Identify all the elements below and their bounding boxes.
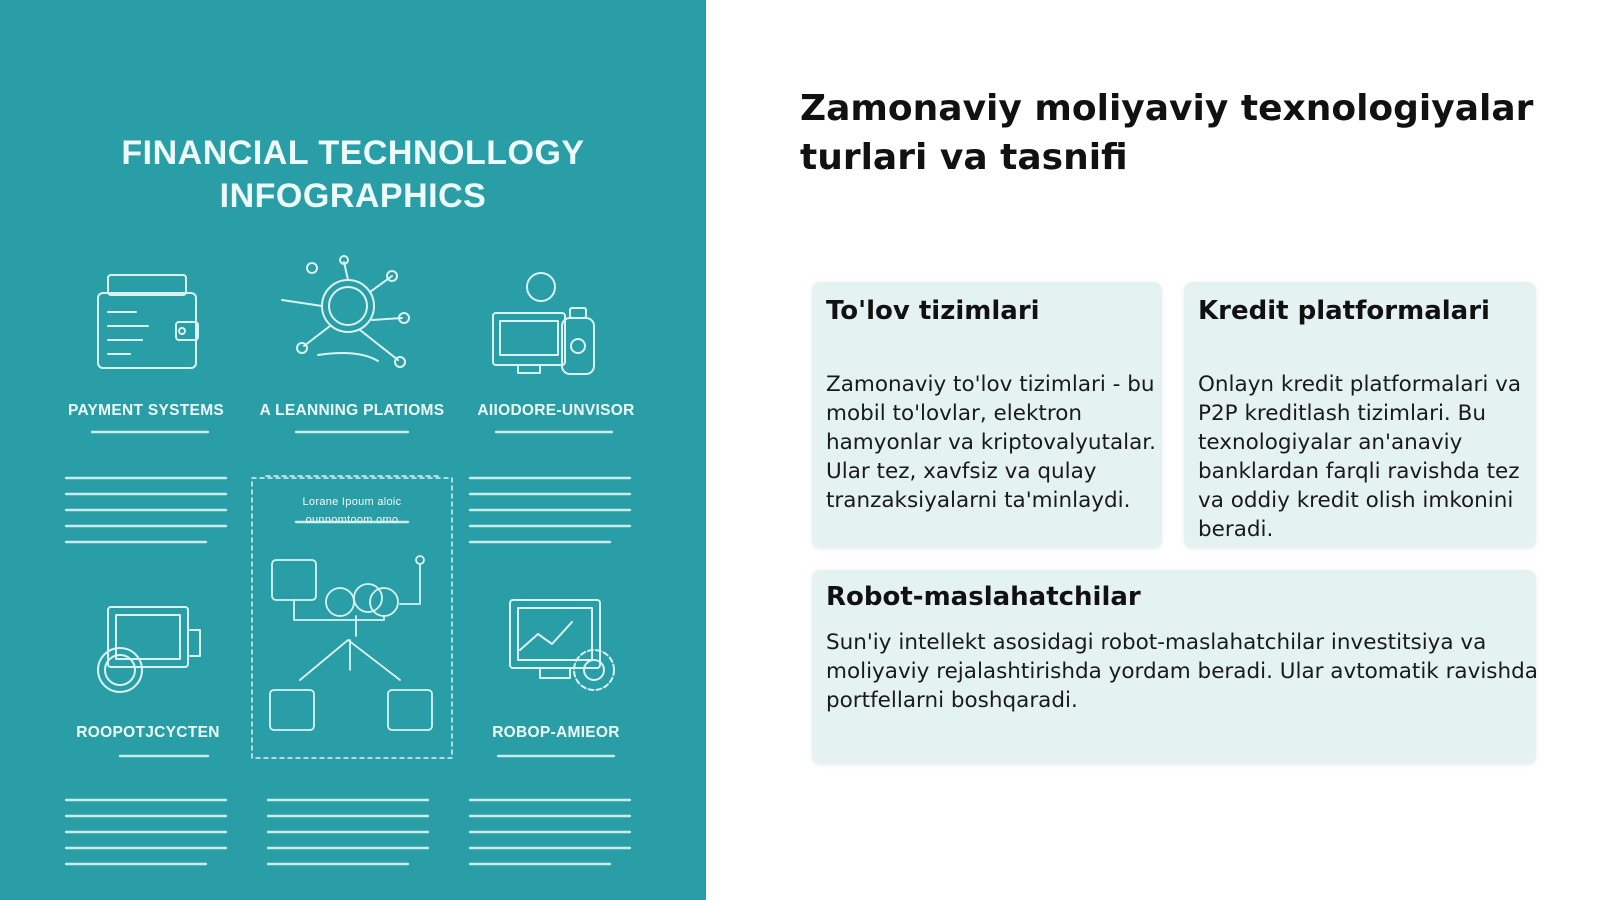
card-body: Zamonaviy to'lov tizimlari - bu mobil to'lovlar, elektron hamyonlar va kriptovalyutalar. Ular tez, xavfsiz va qulay tranzaksiyalarni ta'minlaydi. bbox=[826, 372, 1156, 513]
fintech-infographic-image bbox=[0, 0, 706, 900]
dollar-network-icon bbox=[282, 256, 409, 367]
card-title: Kredit platformalari bbox=[1198, 296, 1490, 326]
card-payment-systems bbox=[812, 282, 1162, 548]
infographic-artwork bbox=[0, 0, 706, 900]
wallet-icon bbox=[98, 275, 198, 368]
slide-title: Zamonaviy moliyaviy texnologiyalar turlari va tasnifi bbox=[800, 88, 1534, 178]
advisor-icon bbox=[493, 273, 594, 374]
label-payment-systems: PAYMENT SYSTEMS bbox=[67, 402, 225, 419]
card-robo-advisors bbox=[812, 570, 1536, 764]
robot-system-icon bbox=[98, 607, 200, 692]
robot-network-icon bbox=[270, 556, 432, 730]
infographic-title: FINANCIAL TECHNOLLOGY INFOGRAPHICS bbox=[121, 134, 585, 215]
card-title: To'lov tizimlari bbox=[826, 296, 1040, 326]
label-robot-system: ROOPOTJCYCTEN bbox=[76, 724, 220, 741]
card-body: Sun'iy intellekt asosidagi robot-maslahatchilar investitsiya va moliyaviy rejalashtirishda yordam beradi. Ular avtomatik ravishda portfellarni boshqaradi. bbox=[826, 630, 1538, 713]
label-robo-advisor: ROBOP-AMIEOR bbox=[492, 724, 620, 741]
label-advisor: AIIODORE-UNVISOR bbox=[477, 402, 635, 419]
card-credit-platforms bbox=[1184, 282, 1536, 548]
card-title: Robot-maslahatchilar bbox=[826, 582, 1141, 612]
robo-advisor-icon bbox=[510, 600, 614, 690]
card-body: Onlayn kredit platformalari va P2P kreditlash tizimlari. Bu texnologiyalar an'anaviy banklardan farqli ravishda tez va oddiy kredit olish imkonini beradi. bbox=[1198, 372, 1522, 542]
label-lending-platforms: A LEANNING PLATIOMS bbox=[259, 402, 445, 419]
box-caption-line2: ounnomtoom omo bbox=[305, 514, 399, 526]
box-caption-line1: Lorane Ipoum aloic bbox=[302, 496, 402, 508]
